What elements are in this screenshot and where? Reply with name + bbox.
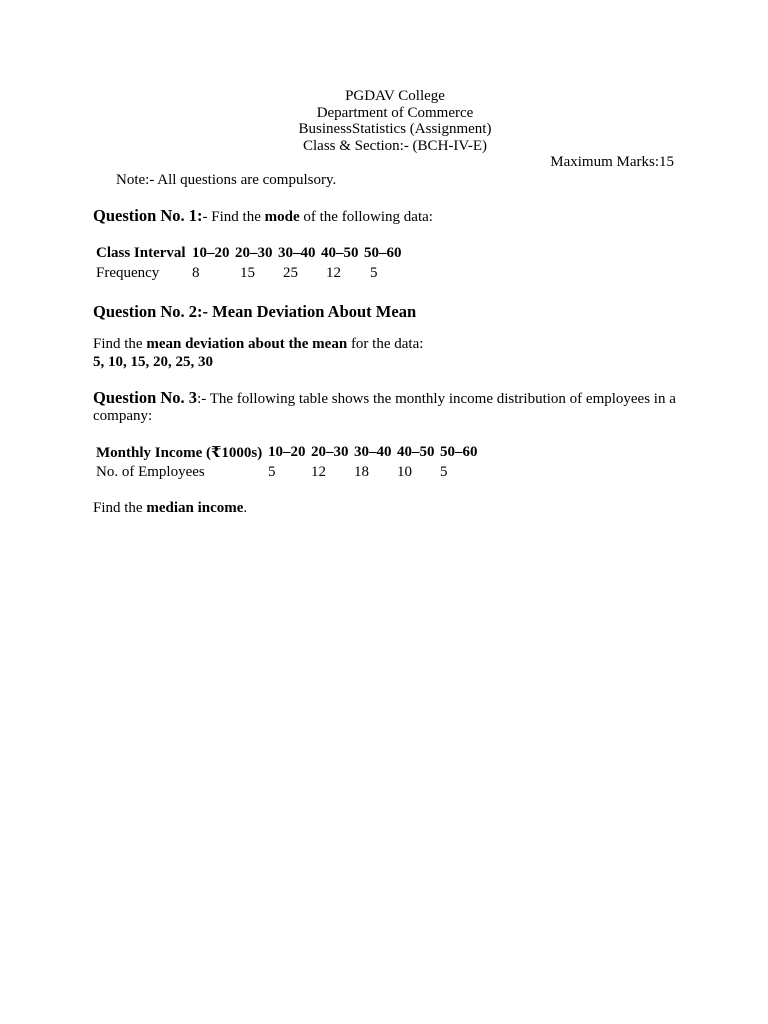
question-3-final [93, 500, 247, 517]
frequency-table-header-row [96, 243, 407, 263]
maximum-marks: Maximum Marks:15 [550, 154, 674, 170]
table-header-cell: 50–60 [440, 443, 478, 460]
frequency-table [96, 243, 407, 283]
question-3-text: :- The following table shows the monthly income distribution of employees in a company: [93, 391, 676, 424]
income-table [96, 442, 483, 482]
question-3-keyword: median income [146, 500, 244, 516]
question-2-body [93, 336, 423, 371]
question-1-text-a: - Find the [202, 209, 265, 225]
document-header [0, 88, 768, 154]
table-cell: No. of Employees [96, 463, 205, 480]
question-3-final-a: Find the [93, 500, 147, 516]
table-cell: 8 [192, 264, 200, 281]
table-cell: 5 [440, 463, 448, 480]
question-2-text-a: Find the [93, 336, 147, 352]
table-cell: 5 [268, 463, 276, 480]
table-header-cell: 30–40 [278, 244, 316, 261]
table-header-cell: Class Interval [96, 244, 186, 261]
table-header-cell: 40–50 [397, 443, 435, 460]
table-cell: 12 [311, 463, 326, 480]
table-header-cell: Monthly Income (₹1000s) [96, 444, 263, 461]
class-section: Class & Section:- (BCH-IV-E) [302, 137, 487, 154]
table-header-cell: 10–20 [268, 443, 306, 460]
question-1-label: Question No. 1: [93, 206, 203, 225]
question-2-keyword: mean deviation about the mean [146, 336, 348, 352]
table-cell: 10 [397, 463, 412, 480]
table-header-cell: 20–30 [235, 244, 273, 261]
question-3-label: Question No. 3 [93, 388, 198, 407]
table-cell: 18 [354, 463, 369, 480]
frequency-table-row [96, 263, 407, 283]
table-cell: 15 [240, 264, 255, 281]
question-2-label: Question No. 2: [93, 302, 203, 321]
table-cell: 12 [326, 264, 341, 281]
table-header-cell: 30–40 [354, 443, 392, 460]
college-name: PGDAV College [345, 88, 445, 104]
question-3-final-b: . [243, 500, 248, 516]
table-cell: 5 [370, 264, 378, 281]
question-2-heading [93, 302, 416, 322]
table-header-cell: 40–50 [321, 244, 359, 261]
table-header-cell: 10–20 [192, 244, 230, 261]
income-table-header-row [96, 442, 483, 462]
question-1-text-b: of the following data: [299, 209, 433, 225]
question-2-title: - Mean Deviation About Mean [202, 302, 417, 321]
question-1-keyword: mode [264, 209, 300, 225]
assignment-title: BusinessStatistics (Assignment) [298, 121, 492, 137]
question-1-heading [93, 206, 433, 226]
question-3-heading [93, 389, 678, 425]
table-header-cell: 50–60 [364, 244, 402, 261]
table-cell: 25 [283, 264, 298, 281]
table-header-cell: 20–30 [311, 443, 349, 460]
question-2-text-b: for the data: [347, 336, 424, 352]
table-cell: Frequency [96, 264, 160, 281]
instructions-note: Note:- All questions are compulsory. [116, 172, 337, 188]
department-name: Department of Commerce [316, 104, 474, 121]
question-2-data: 5, 10, 15, 20, 25, 30 [93, 354, 213, 370]
income-table-row [96, 462, 483, 482]
